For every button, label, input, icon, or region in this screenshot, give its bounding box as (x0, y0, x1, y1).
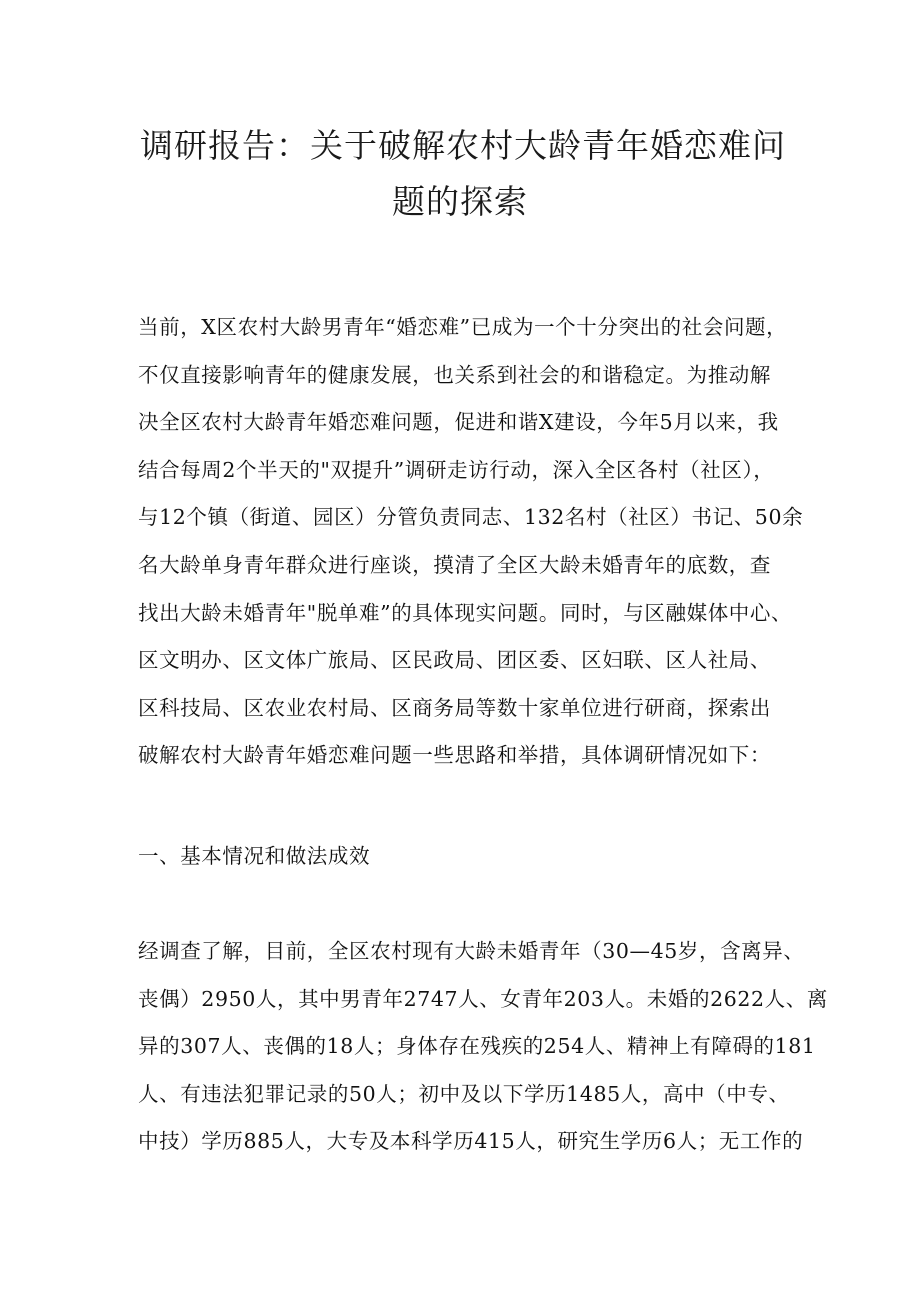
section-paragraph (138, 928, 828, 1166)
document-title (140, 118, 786, 230)
intro-paragraph (138, 304, 804, 780)
title-line: 题的探索 (392, 182, 528, 221)
paragraph-line: 找出大龄未婚青年"脱单难”的具体现实问题。同时，与区融媒体中心、 (138, 600, 793, 625)
paragraph-line: 区文明办、区文体广旅局、区民政局、团区委、区妇联、区人社局、 (138, 648, 771, 673)
section-heading: 一、基本情况和做法成效 (138, 844, 371, 868)
title-line: 调研报告：关于破解农村大龄青年婚恋难问 (140, 126, 786, 165)
paragraph-line: 名大龄单身青年群众进行座谈，摸清了全区大龄未婚青年的底数，查 (138, 552, 771, 577)
paragraph-line: 经调查了解，目前，全区农村现有大龄未婚青年（30—45岁，含离异、 (138, 939, 805, 963)
paragraph-line: 破解农村大龄青年婚恋难问题一些思路和举措，具体调研情况如下： (138, 743, 771, 768)
paragraph-line: 人、有违法犯罪记录的50人；初中及以下学历1485人，高中（中专、 (138, 1081, 790, 1106)
paragraph-line: 区科技局、区农业农村局、区商务局等数十家单位进行研商，探索出 (138, 695, 771, 720)
paragraph-line: 不仅直接影响青年的健康发展，也关系到社会的和谐稳定。为推动解 (138, 362, 771, 387)
paragraph-line: 异的307人、丧偶的18人；身体存在残疾的254人、精神上有障碍的181 (138, 1034, 816, 1059)
paragraph-line: 决全区农村大龄青年婚恋难问题，促进和谐X建设，今年5月以来，我 (138, 410, 779, 435)
paragraph-line: 当前，X区农村大龄男青年“婚恋难”已成为一个十分突出的社会问题， (138, 315, 788, 339)
paragraph-line: 丧偶）2950人，其中男青年2747人、女青年203人。未婚的2622人、离 (138, 986, 828, 1011)
paragraph-line: 结合每周2个半天的"双提升”调研走访行动，深入全区各村（社区）， (138, 457, 775, 482)
paragraph-line: 中技）学历885人，大专及本科学历415人，研究生学历6人；无工作的 (138, 1129, 804, 1154)
paragraph-line: 与12个镇（街道、园区）分管负责同志、132名村（社区）书记、50余 (138, 505, 804, 530)
